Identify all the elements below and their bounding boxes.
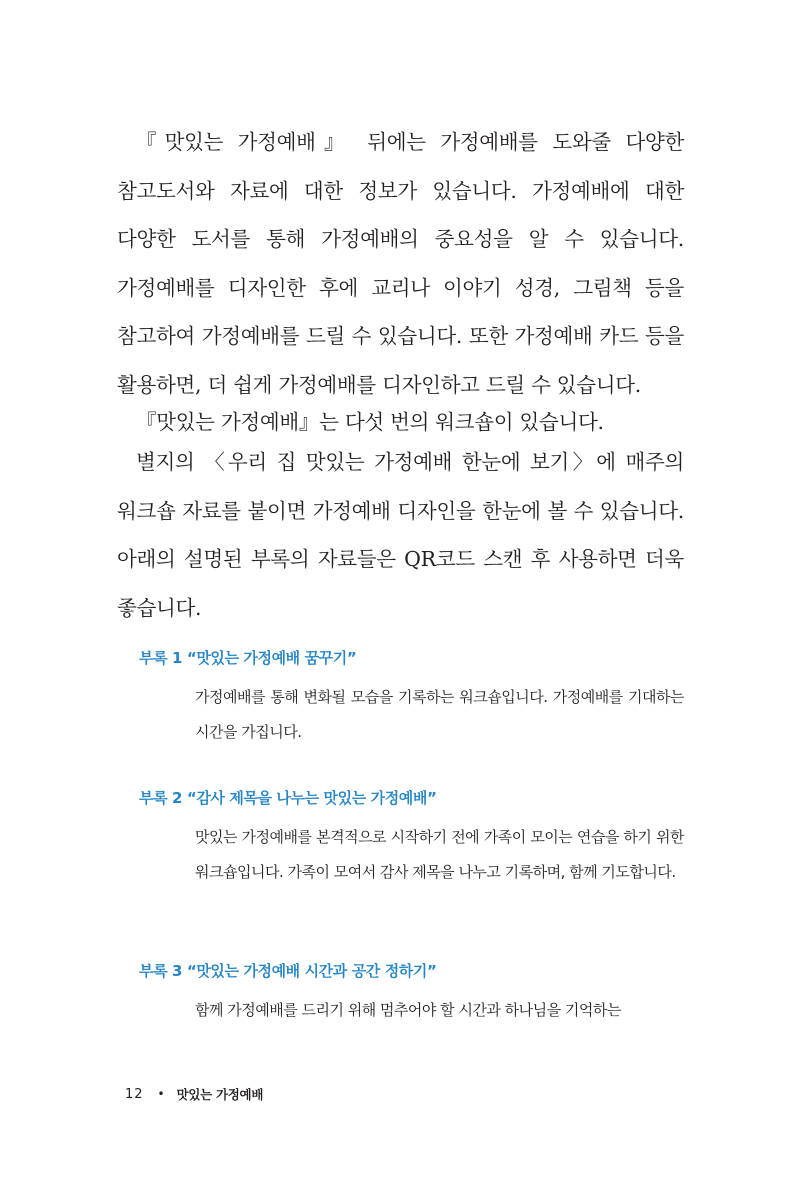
appendix-2-description: 맛있는 가정예배를 본격적으로 시작하기 전에 가족이 모이는 연습을 하기 위한 워크숍입니다. 가족이 모여서 감사 제목을 나누고 기록하며, 함께 기도합니다. bbox=[195, 828, 684, 881]
appendix-1 bbox=[139, 648, 684, 749]
running-title: 맛있는 가정예배 bbox=[176, 1087, 264, 1102]
body-paragraph-2: 『맛있는 가정예배』는 다섯 번의 워크숍이 있습니다. bbox=[136, 410, 604, 434]
footer-separator: • bbox=[157, 1087, 165, 1101]
page-number: 12 bbox=[125, 1086, 144, 1102]
page-footer bbox=[125, 1085, 263, 1103]
appendix-1-description: 가정예배를 통해 변화될 모습을 기록하는 워크숍입니다. 가정예배를 기대하는 시간을 가집니다. bbox=[195, 688, 684, 741]
body-paragraph-3: 별지의 〈우리 집 맛있는 가정예배 한눈에 보기〉에 매주의 워크숍 자료를 붙이면 가정예배 디자인을 한눈에 볼 수 있습니다. 아래의 설명된 부록의 자료들은 QR코드 스캔 후 사용하면 더욱 좋습니다. bbox=[117, 450, 684, 620]
appendix-2 bbox=[139, 788, 684, 889]
appendix-3-title: 부록 3 “맛있는 가정예배 시간과 공간 정하기” bbox=[139, 962, 437, 980]
appendix-1-title: 부록 1 “맛있는 가정예배 꿈꾸기” bbox=[139, 649, 357, 667]
appendix-3 bbox=[139, 961, 684, 1028]
appendix-2-title: 부록 2 “감사 제목을 나누는 맛있는 가정예배” bbox=[139, 789, 437, 807]
body-paragraph-1: 『맛있는 가정예배』 뒤에는 가정예배를 도와줄 다양한 참고도서와 자료에 대한 정보가 있습니다. 가정예배에 대한 다양한 도서를 통해 가정예배의 중요성을 알 수 있습니다. 가정예배를 디자인한 후에 교리나 이야기 성경, 그림책 등을 참고하여 가정예배를 드릴 수 있습니다. 또한 가정예배 카드 등을 활용하면, 더 쉽게 가정예배를 디자인하고 드릴 수 있습니다. bbox=[117, 130, 684, 397]
appendix-3-description: 함께 가정예배를 드리기 위해 멈추어야 할 시간과 하나님을 기억하는 bbox=[195, 1001, 621, 1019]
